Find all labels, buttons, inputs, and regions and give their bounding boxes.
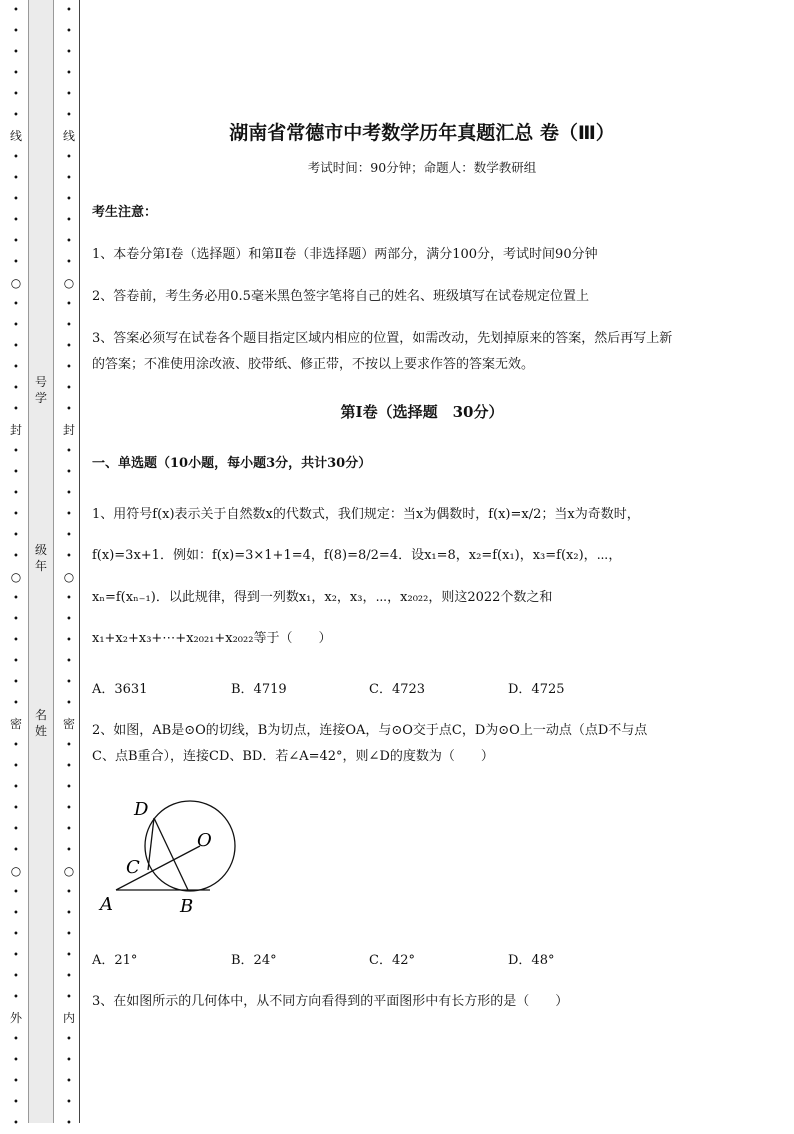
binding-dot: •: [13, 992, 19, 1003]
binding-mark: 内: [63, 1011, 76, 1025]
binding-dot: •: [13, 68, 19, 79]
binding-dot: •: [13, 656, 19, 667]
binding-dot: •: [66, 89, 72, 100]
q1-line-3: xₙ=f(xₙ₋₁)．以此规律，得到一列数x₁，x₂，x₃，⋯，x₂₀₂₂，则这2022个数之和: [92, 590, 553, 605]
binding-dot: •: [66, 404, 72, 415]
binding-dot: •: [66, 761, 72, 772]
binding-dot: •: [13, 341, 19, 352]
binding-dot: •: [13, 446, 19, 457]
strip-label-name: [34, 707, 48, 739]
binding-dot: •: [66, 299, 72, 310]
q1-option-a: A．3631: [92, 682, 148, 697]
notice-item-3: 3、答案必须写在试卷各个题目指定区域内相应的位置，如需改动，先划掉原来的答案，然后再写上新: [92, 331, 673, 346]
notice-item-1: 1、本卷分第Ⅰ卷（选择题）和第Ⅱ卷（非选择题）两部分，满分100分，考试时间90分钟: [92, 247, 598, 262]
binding-dot: •: [13, 845, 19, 856]
binding-dot: •: [66, 26, 72, 37]
binding-dot: •: [66, 215, 72, 226]
binding-dot: •: [66, 530, 72, 541]
label-b: B: [180, 896, 194, 917]
binding-dot: •: [13, 173, 19, 184]
binding-dot: •: [66, 320, 72, 331]
notice-heading: 考生注意：: [92, 205, 158, 220]
binding-dot: •: [13, 1034, 19, 1045]
binding-dot: •: [13, 362, 19, 373]
binding-dot: •: [66, 509, 72, 520]
binding-dot: •: [13, 530, 19, 541]
binding-dot: •: [13, 467, 19, 478]
binding-dot: •: [13, 299, 19, 310]
binding-dot: •: [13, 5, 19, 16]
q2-option-b: B．24°: [231, 953, 277, 968]
binding-dot: •: [13, 887, 19, 898]
binding-dot: •: [13, 194, 19, 205]
binding-dot: •: [66, 929, 72, 940]
binding-dot: •: [13, 929, 19, 940]
binding-dot: •: [66, 467, 72, 478]
binding-dot: •: [66, 740, 72, 751]
binding-dot: •: [66, 1097, 72, 1108]
binding-dot: •: [66, 47, 72, 58]
binding-dot: •: [66, 614, 72, 625]
binding-dot: •: [66, 488, 72, 499]
binding-dot: •: [66, 950, 72, 961]
binding-dot: •: [66, 1118, 72, 1129]
binding-dot: •: [13, 110, 19, 121]
q2-line-2: C、点B重合），连接CD、BD．若∠A=42°，则∠D的度数为（ ）: [92, 749, 494, 764]
q1-option-c: C．4723: [369, 682, 426, 697]
binding-dot: •: [13, 404, 19, 415]
binding-dot: •: [13, 257, 19, 268]
binding-dot: •: [13, 551, 19, 562]
binding-dot: •: [13, 971, 19, 982]
binding-dot: •: [13, 761, 19, 772]
binding-dot: •: [66, 992, 72, 1003]
binding-mark: 封: [10, 423, 23, 437]
binding-dot: •: [66, 803, 72, 814]
label-c: C: [126, 857, 140, 878]
q1-option-d: D．4725: [508, 682, 565, 697]
strip-label-text: 级年: [34, 543, 47, 573]
q2-line-1: 2、如图，AB是⊙O的切线，B为切点，连接OA，与⊙O交于点C，D为⊙O上一动点（点D不与点: [92, 723, 648, 738]
binding-dot: •: [13, 89, 19, 100]
circle-o: [145, 801, 235, 891]
binding-dot: •: [13, 215, 19, 226]
q1-line-2: f(x)=3x+1．例如：f(x)=3×1+1=4，f(8)=8/2=4．设x₁=8，x₂=f(x₁)，x₃=f(x₂)，⋯，: [92, 548, 622, 563]
binding-mark: 线: [63, 129, 76, 143]
binding-mark: ○: [63, 864, 75, 878]
q1-option-b: B．4719: [231, 682, 287, 697]
binding-dot: •: [66, 698, 72, 709]
binding-dot: •: [13, 593, 19, 604]
binding-line: [79, 0, 80, 1123]
segment-dc: [148, 818, 154, 870]
q1-line-4: x₁+x₂+x₃+⋯+x₂₀₂₁+x₂₀₂₂等于（ ）: [92, 631, 332, 646]
binding-dot: •: [13, 236, 19, 247]
binding-dot: •: [13, 824, 19, 835]
binding-dot: •: [13, 509, 19, 520]
notice-item-2: 2、答卷前，考生务必用0.5毫米黑色签字笔将自己的姓名、班级填写在试卷规定位置上: [92, 289, 589, 304]
binding-dot: •: [13, 1118, 19, 1129]
binding-dot: •: [66, 341, 72, 352]
binding-dot: •: [66, 194, 72, 205]
strip-label-number: [34, 374, 48, 406]
binding-dot: •: [66, 446, 72, 457]
binding-mark: ○: [10, 570, 22, 584]
q2-option-c: C．42°: [369, 953, 415, 968]
q2-option-a: A．21°: [92, 953, 138, 968]
binding-mark: 线: [10, 129, 23, 143]
binding-dot: •: [66, 635, 72, 646]
binding-dot: •: [13, 677, 19, 688]
binding-dot: •: [66, 236, 72, 247]
binding-mark: ○: [63, 276, 75, 290]
binding-dot: •: [66, 5, 72, 16]
binding-dot: •: [13, 488, 19, 499]
binding-dot: •: [66, 677, 72, 688]
binding-dot: •: [66, 68, 72, 79]
binding-dot: •: [66, 110, 72, 121]
binding-mark: ○: [10, 276, 22, 290]
outer-dot-column: [10, 0, 23, 1129]
strip-label-text: 名姓: [34, 708, 47, 738]
page-title: 湖南省常德市中考数学历年真题汇总 卷（Ⅲ）: [229, 122, 615, 144]
binding-dot: •: [13, 782, 19, 793]
binding-dot: •: [13, 698, 19, 709]
notice-item-3-cont: 的答案；不准使用涂改液、胶带纸、修正带，不按以上要求作答的答案无效。: [92, 357, 535, 372]
inner-dot-column: [63, 0, 76, 1129]
binding-dot: •: [13, 740, 19, 751]
binding-margin: [0, 0, 85, 1129]
label-o: O: [197, 830, 212, 851]
binding-mark: ○: [63, 570, 75, 584]
binding-dot: •: [13, 47, 19, 58]
binding-dot: •: [13, 320, 19, 331]
binding-dot: •: [66, 257, 72, 268]
strip-label-text: 号学: [34, 375, 47, 405]
binding-dot: •: [66, 887, 72, 898]
binding-dot: •: [66, 593, 72, 604]
binding-dot: •: [66, 551, 72, 562]
binding-dot: •: [66, 971, 72, 982]
binding-dot: •: [13, 614, 19, 625]
binding-dot: •: [13, 1055, 19, 1066]
binding-dot: •: [66, 152, 72, 163]
binding-dot: •: [13, 1076, 19, 1087]
binding-mark: 密: [10, 717, 23, 731]
binding-dot: •: [13, 908, 19, 919]
binding-dot: •: [66, 782, 72, 793]
binding-dot: •: [66, 383, 72, 394]
q1-line-1: 1、用符号f(x)表示关于自然数x的代数式，我们规定：当x为偶数时，f(x)=x/2；当x为奇数时，: [92, 507, 640, 522]
binding-dot: •: [13, 950, 19, 961]
binding-dot: •: [66, 1034, 72, 1045]
binding-dot: •: [13, 635, 19, 646]
part-heading: 一、单选题（10小题，每小题3分，共计30分）: [92, 456, 372, 471]
q2-figure: [92, 790, 252, 920]
binding-dot: •: [13, 803, 19, 814]
binding-dot: •: [13, 1097, 19, 1108]
binding-dot: •: [13, 152, 19, 163]
strip-label-class: [34, 542, 48, 574]
binding-dot: •: [66, 656, 72, 667]
q3-line-1: 3、在如图所示的几何体中，从不同方向看得到的平面图形中有长方形的是（ ）: [92, 994, 569, 1009]
binding-mark: 外: [10, 1011, 23, 1025]
section-title: 第Ⅰ卷（选择题 30分）: [340, 403, 504, 421]
binding-dot: •: [66, 845, 72, 856]
label-a: A: [100, 894, 113, 915]
binding-dot: •: [13, 26, 19, 37]
binding-dot: •: [13, 383, 19, 394]
binding-dot: •: [66, 824, 72, 835]
binding-mark: 密: [63, 717, 76, 731]
binding-dot: •: [66, 173, 72, 184]
binding-dot: •: [66, 1055, 72, 1066]
binding-mark: ○: [10, 864, 22, 878]
binding-dot: •: [66, 908, 72, 919]
page-subtitle: 考试时间：90分钟；命题人：数学教研组: [307, 160, 537, 175]
binding-dot: •: [66, 1076, 72, 1087]
binding-mark: 封: [63, 423, 76, 437]
label-d: D: [134, 799, 149, 820]
binding-dot: •: [66, 362, 72, 373]
q2-option-d: D．48°: [508, 953, 555, 968]
